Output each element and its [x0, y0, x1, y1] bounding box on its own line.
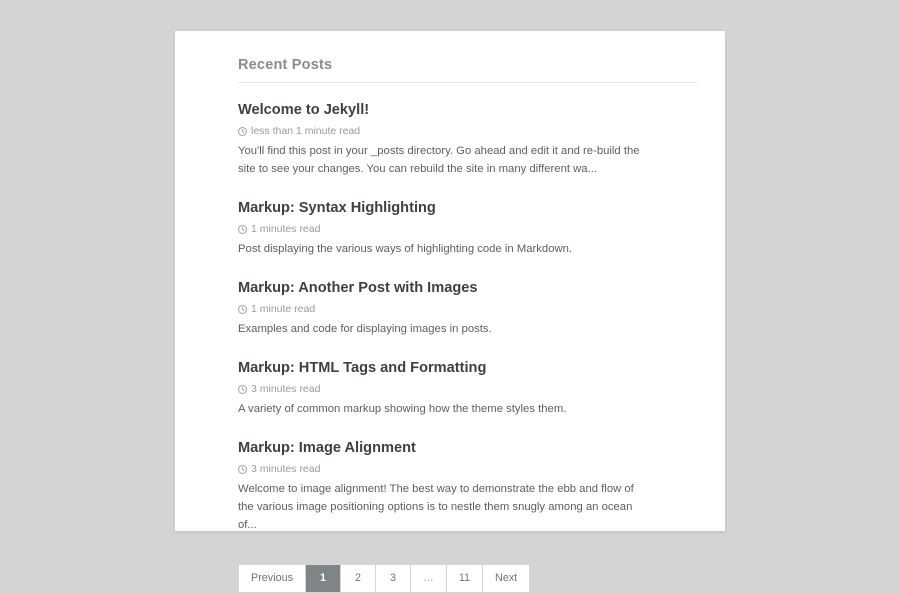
post-excerpt: Examples and code for displaying images in posts.	[238, 323, 492, 336]
post-meta	[238, 125, 697, 137]
post-title-link[interactable]: Markup: Syntax Highlighting	[238, 199, 436, 216]
pagination-wrapper	[238, 546, 697, 593]
pagination-next[interactable]: Next	[483, 565, 529, 592]
post-meta	[238, 223, 697, 235]
post-meta	[238, 383, 697, 395]
list-item	[238, 430, 697, 546]
clock-icon	[238, 127, 247, 136]
post-list	[238, 92, 697, 546]
card-inner	[175, 31, 725, 593]
post-excerpt: Post displaying the various ways of highlighting code in Markdown.	[238, 243, 573, 256]
pagination-page-1[interactable]: 1	[306, 565, 341, 592]
post-meta	[238, 303, 697, 315]
read-time-label: 3 minutes read	[251, 463, 321, 476]
post-excerpt: A variety of common markup showing how the theme styles them.	[238, 403, 567, 416]
clock-icon	[238, 225, 247, 234]
list-item	[238, 350, 697, 430]
list-item	[238, 92, 697, 190]
post-title-link[interactable]: Markup: Image Alignment	[238, 440, 416, 457]
list-item	[238, 190, 697, 270]
post-meta	[238, 463, 697, 475]
pagination-page-11[interactable]: 11	[447, 565, 483, 592]
read-time-label: 1 minute read	[251, 303, 316, 316]
clock-icon	[238, 385, 247, 394]
pagination-page-3[interactable]: 3	[376, 565, 411, 592]
read-time-label: 3 minutes read	[251, 383, 321, 396]
post-title-link[interactable]: Markup: Another Post with Images	[238, 280, 478, 296]
page-title: Recent Posts	[238, 57, 697, 83]
read-time-label: less than 1 minute read	[251, 125, 361, 138]
clock-icon	[238, 305, 247, 314]
post-excerpt: You'll find this post in your _posts directory. Go ahead and edit it and re-build the site to see your changes. You can rebuild the site in many different wa...	[238, 145, 640, 176]
post-title-link[interactable]: Welcome to Jekyll!	[238, 102, 370, 118]
post-title-link[interactable]: Markup: HTML Tags and Formatting	[238, 360, 487, 377]
pagination	[238, 564, 530, 593]
pagination-ellipsis: …	[411, 565, 447, 592]
post-excerpt: Welcome to image alignment! The best way to demonstrate the ebb and flow of the various image positioning options is to nestle them snugly among an ocean of...	[238, 483, 634, 532]
clock-icon	[238, 465, 247, 474]
read-time-label: 1 minutes read	[251, 223, 321, 236]
pagination-page-2[interactable]: 2	[341, 565, 376, 592]
pagination-previous[interactable]: Previous	[239, 565, 306, 592]
content-card	[175, 31, 725, 584]
list-item	[238, 270, 697, 350]
